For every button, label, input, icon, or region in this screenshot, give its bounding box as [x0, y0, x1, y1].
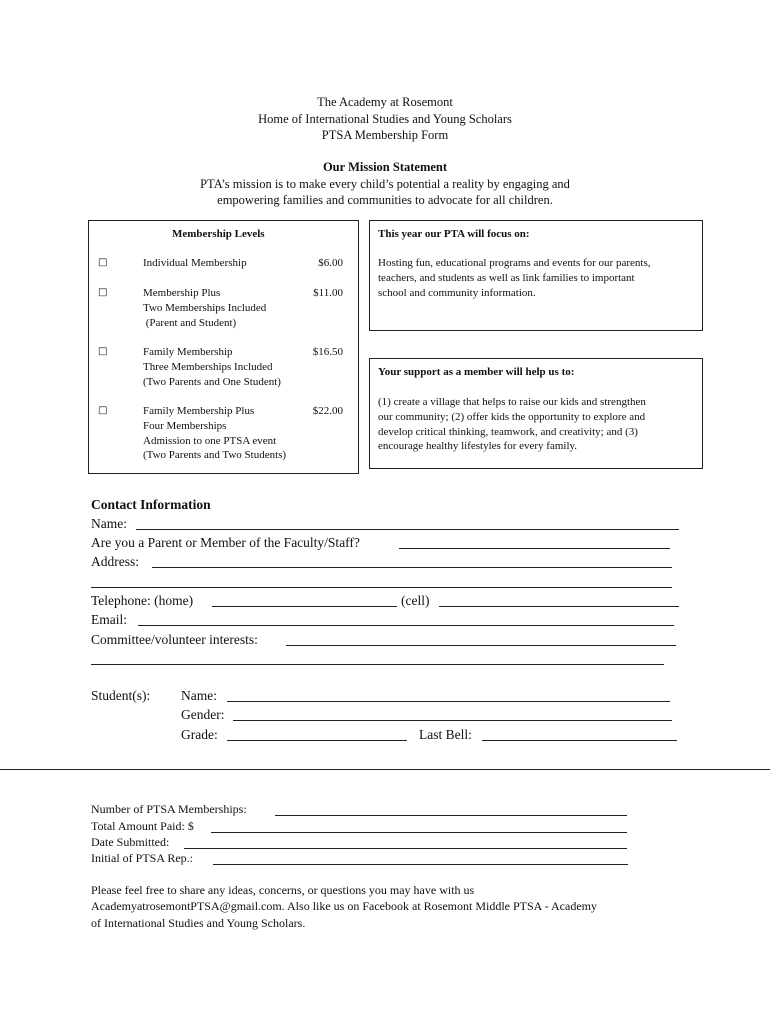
address-field-line-2[interactable]	[91, 587, 672, 588]
level-line: Three Memberships Included	[143, 360, 273, 373]
committee-field-line-1[interactable]	[286, 645, 676, 646]
student-lastbell-label: Last Bell:	[419, 727, 472, 742]
student-name-label: Name:	[181, 688, 217, 703]
level-line: Four Memberships	[143, 419, 227, 432]
role-field[interactable]	[399, 548, 670, 549]
footer-line-1: Please feel free to share any ideas, concerns, or questions you may have with us	[91, 883, 475, 897]
level-line: Two Memberships Included	[143, 301, 267, 314]
level-line: (Parent and Student)	[143, 316, 237, 329]
student-grade-field[interactable]	[227, 740, 407, 741]
level-line: Individual Membership	[143, 257, 247, 269]
initial-field[interactable]	[213, 864, 628, 865]
support-text	[378, 395, 646, 454]
footer-note	[91, 882, 711, 931]
student-grade-label: Grade:	[181, 727, 218, 742]
total-paid-field[interactable]	[211, 832, 627, 833]
telephone-home-field[interactable]	[212, 606, 397, 607]
date-submitted-label: Date Submitted:	[91, 835, 170, 849]
focus-text	[378, 256, 650, 300]
student-name-field[interactable]	[227, 701, 670, 702]
footer-line-3: of International Studies and Young Scholars.	[91, 915, 306, 930]
school-name: The Academy at Rosemont	[317, 95, 453, 109]
support-box	[369, 358, 703, 469]
membership-levels-box	[88, 220, 359, 474]
telephone-home-label: Telephone: (home)	[91, 593, 194, 608]
num-memberships-label: Number of PTSA Memberships:	[91, 802, 247, 816]
total-paid-label: Total Amount Paid: $	[91, 819, 194, 833]
email-field[interactable]	[138, 625, 674, 626]
mission-statement	[0, 159, 770, 209]
mission-text-line-2: empowering families and communities to advocate for all children.	[217, 193, 553, 207]
students-label: Student(s):	[91, 688, 151, 703]
checkbox-family[interactable]: □	[98, 346, 108, 357]
price-membership-plus: $11.00	[313, 287, 343, 299]
level-family-plus	[143, 404, 286, 463]
address-field-line-1[interactable]	[152, 567, 672, 568]
level-line: Family Membership	[143, 346, 233, 358]
level-line: (Two Parents and One Student)	[143, 375, 281, 388]
address-label: Address:	[91, 554, 139, 569]
student-lastbell-field[interactable]	[482, 740, 677, 741]
footer-line-2: AcademyatrosemontPTSA@gmail.com. Also like us on Facebook at Rosemont Middle PTSA - Academy	[91, 899, 597, 914]
checkbox-membership-plus[interactable]: □	[98, 287, 108, 298]
focus-line: school and community information.	[378, 286, 536, 299]
level-individual	[143, 256, 247, 271]
support-line: (1) create a village that helps to raise our kids and strengthen	[378, 396, 646, 408]
level-line: Membership Plus	[143, 287, 221, 299]
name-field[interactable]	[136, 529, 679, 530]
email-label: Email:	[91, 612, 127, 627]
num-memberships-field[interactable]	[275, 815, 627, 816]
level-family	[143, 345, 281, 389]
price-family-plus: $22.00	[312, 405, 343, 417]
student-gender-label: Gender:	[181, 707, 225, 722]
committee-label: Committee/volunteer interests:	[91, 632, 258, 647]
role-label: Are you a Parent or Member of the Faculty/Staff?	[91, 535, 360, 550]
name-label: Name:	[91, 516, 127, 531]
focus-title: This year our PTA will focus on:	[378, 228, 530, 240]
student-gender-field[interactable]	[233, 720, 672, 721]
telephone-cell-field[interactable]	[439, 606, 679, 607]
mission-text-line-1: PTA’s mission is to make every child’s potential a reality by engaging and	[200, 176, 570, 191]
checkbox-family-plus[interactable]: □	[98, 405, 108, 416]
level-line: Family Membership Plus	[143, 405, 255, 417]
form-header	[0, 94, 770, 144]
level-line: (Two Parents and Two Students)	[143, 449, 287, 462]
level-line: Admission to one PTSA event	[143, 434, 277, 447]
support-title: Your support as a member will help us to:	[378, 366, 575, 378]
focus-line: Hosting fun, educational programs and events for our parents,	[378, 257, 651, 269]
school-subtitle: Home of International Studies and Young Scholars	[258, 111, 512, 126]
price-family: $16.50	[312, 346, 343, 358]
section-divider	[0, 769, 770, 770]
support-line: develop critical thinking, teamwork, and creativity; and (3)	[378, 425, 638, 438]
telephone-cell-label: (cell)	[401, 593, 430, 608]
initial-label: Initial of PTSA Rep.:	[91, 851, 193, 865]
focus-line: teachers, and students as well as link families to important	[378, 271, 635, 284]
contact-title: Contact Information	[91, 497, 211, 512]
support-line: our community; (2) offer kids the opportunity to explore and	[378, 410, 646, 423]
focus-box	[369, 220, 703, 331]
support-line: encourage healthy lifestyles for every family.	[378, 440, 578, 453]
checkbox-individual[interactable]: □	[98, 257, 108, 268]
mission-title: Our Mission Statement	[322, 160, 448, 174]
date-submitted-field[interactable]	[184, 848, 627, 849]
price-individual: $6.00	[318, 257, 343, 269]
level-membership-plus	[143, 286, 266, 330]
form-title: PTSA Membership Form	[321, 128, 449, 142]
membership-levels-title: Membership Levels	[172, 228, 265, 240]
committee-field-line-2[interactable]	[91, 664, 664, 665]
